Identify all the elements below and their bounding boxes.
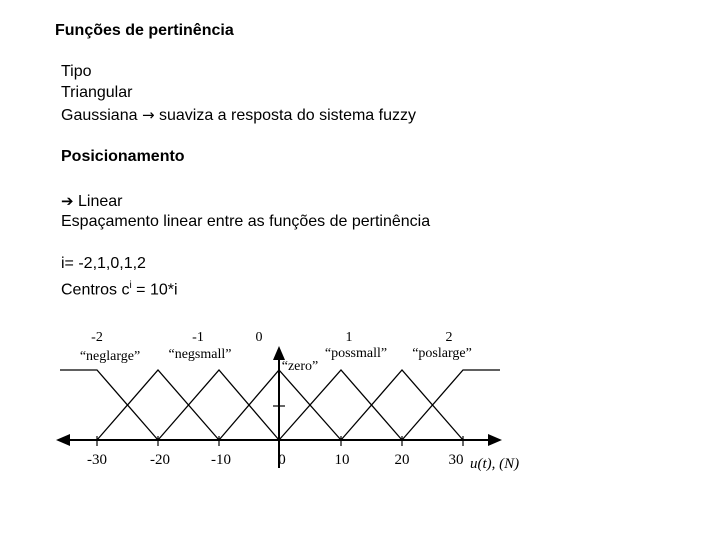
x-tick-label: 10 bbox=[334, 452, 350, 468]
mf-negsmall bbox=[97, 370, 219, 440]
x-tick-label: -20 bbox=[150, 452, 170, 468]
index-label: 2 bbox=[445, 330, 453, 345]
indices-line: i= -2,1,0,1,2 bbox=[61, 255, 146, 272]
index-label: 0 bbox=[255, 330, 263, 345]
mf-possmall bbox=[279, 370, 402, 440]
index-label: -2 bbox=[91, 330, 103, 345]
y-axis-up-arrow-icon bbox=[273, 346, 285, 360]
x-axis-label: u(t), (N) bbox=[470, 456, 520, 472]
set-name-label: “neglarge” bbox=[79, 349, 141, 364]
set-name-label: “zero” bbox=[281, 359, 319, 374]
centros-superscript: i bbox=[129, 280, 132, 291]
set-name-label: “possmall” bbox=[324, 346, 388, 361]
right-arrow-icon: → bbox=[141, 106, 155, 124]
index-label: -1 bbox=[192, 330, 204, 345]
mf-poslarge bbox=[402, 370, 500, 440]
x-axis-left-arrow-icon bbox=[56, 434, 70, 446]
tipo-heading: Tipo bbox=[61, 63, 92, 80]
gaussiana-label: Gaussiana bbox=[61, 107, 138, 124]
mf-negsmall-to-zero bbox=[158, 370, 279, 440]
posicionamento-heading: Posicionamento bbox=[61, 148, 185, 165]
x-tick-label: 0 bbox=[278, 452, 286, 468]
x-tick-label: -30 bbox=[87, 452, 107, 468]
x-tick-label: 20 bbox=[394, 452, 410, 468]
linear-label: Linear bbox=[78, 193, 123, 210]
bold-right-arrow-icon: ➔ bbox=[61, 192, 74, 210]
x-axis-right-arrow-icon bbox=[488, 434, 502, 446]
slide-title: Funções de pertinência bbox=[55, 22, 234, 39]
mf-possmall-2 bbox=[341, 370, 463, 440]
centros-suffix: = 10*i bbox=[131, 281, 178, 299]
linear-description: Espaçamento linear entre as funções de pertinência bbox=[61, 213, 431, 230]
mf-neglarge bbox=[60, 370, 158, 440]
x-tick-label: 30 bbox=[448, 452, 464, 468]
gaussiana-description: suaviza a resposta do sistema fuzzy bbox=[158, 107, 416, 124]
x-tick-label: -10 bbox=[211, 452, 231, 468]
centros-prefix: Centros c bbox=[61, 281, 130, 299]
set-name-label: “negsmall” bbox=[168, 347, 232, 362]
set-name-label: “poslarge” bbox=[412, 346, 472, 361]
index-label: 1 bbox=[345, 330, 353, 345]
tipo-item-triangular: Triangular bbox=[61, 84, 133, 101]
